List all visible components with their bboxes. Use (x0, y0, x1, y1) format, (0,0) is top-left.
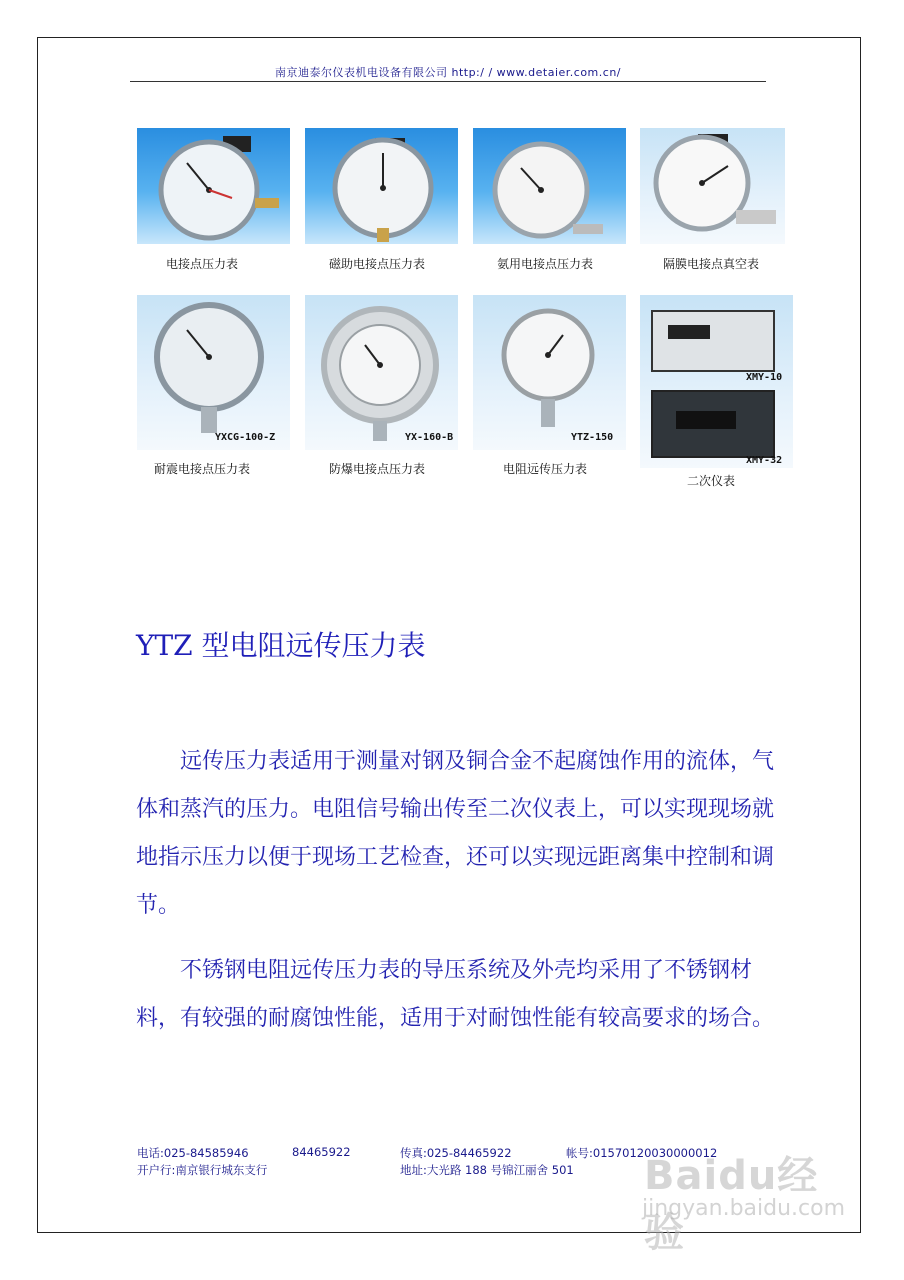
model-number: XMY-10 (746, 372, 783, 383)
model-number: YX-160-B (405, 432, 454, 443)
product-image-1 (137, 128, 290, 244)
product-caption: 耐震电接点压力表 (153, 462, 250, 476)
product-image-5 (137, 295, 290, 450)
vacuum-gauge-icon (640, 128, 785, 244)
model-number: YXCG-100-Z (215, 432, 276, 443)
pressure-gauge-icon (137, 128, 290, 244)
product-image-6 (305, 295, 458, 450)
product-caption: 电阻远传压力表 (502, 462, 587, 476)
product-image-2 (305, 128, 458, 244)
model-number: YTZ-150 (571, 432, 614, 443)
product-caption: 磁助电接点压力表 (328, 257, 425, 271)
pressure-gauge-icon (473, 128, 626, 244)
model-number: XMY-32 (746, 455, 783, 466)
product-caption: 隔膜电接点真空表 (662, 257, 759, 271)
pressure-gauge-icon (305, 128, 458, 244)
product-image-8 (640, 295, 793, 468)
footer-account: 帐号:01570120030000012 (566, 1146, 718, 1160)
product-image-4 (640, 128, 785, 244)
footer-phone-2: 84465922 (292, 1145, 351, 1159)
header-divider (130, 81, 766, 82)
article-paragraph-1: 远传压力表适用于测量对钢及铜合金不起腐蚀作用的流体，气体和蒸汽的压力。电阻信号输出传至二次仪表上，可以实现现场就地指示压力以便于现场工艺检查，还可以实现远距离集中控制和调节。 (136, 749, 775, 918)
watermark-url: jingyan.baidu.com (642, 1196, 846, 1221)
product-caption: 二次仪表 (686, 474, 735, 488)
article-title: YTZ 型电阻远传压力表 (136, 629, 426, 662)
watermark-logo-text: Baidu经验 (644, 1153, 819, 1256)
footer-fax: 传真:025-84465922 (400, 1146, 512, 1160)
product-caption: 电接点压力表 (165, 257, 238, 271)
product-image-7 (473, 295, 626, 450)
footer-address: 地址:大光路 188 号锦江丽舍 501 (400, 1163, 574, 1177)
product-image-3 (473, 128, 626, 244)
product-caption: 氨用电接点压力表 (496, 257, 593, 271)
article-paragraph-2: 不锈钢电阻远传压力表的导压系统及外壳均采用了不锈钢材料，有较强的耐腐蚀性能，适用于对耐蚀性能有较高要求的场合。 (136, 958, 775, 1031)
company-header: 南京迪泰尔仪表机电设备有限公司 http:/ / www.detaier.com.cn/ (274, 66, 621, 79)
baidu-watermark (638, 1140, 858, 1256)
pressure-gauge-icon (473, 295, 626, 450)
pressure-gauge-icon (137, 295, 290, 450)
footer-phone: 电话:025-84585946 (137, 1146, 249, 1160)
product-caption: 防爆电接点压力表 (328, 462, 425, 476)
footer-bank: 开户行:南京银行城东支行 (137, 1163, 268, 1177)
pressure-gauge-icon (305, 295, 458, 450)
